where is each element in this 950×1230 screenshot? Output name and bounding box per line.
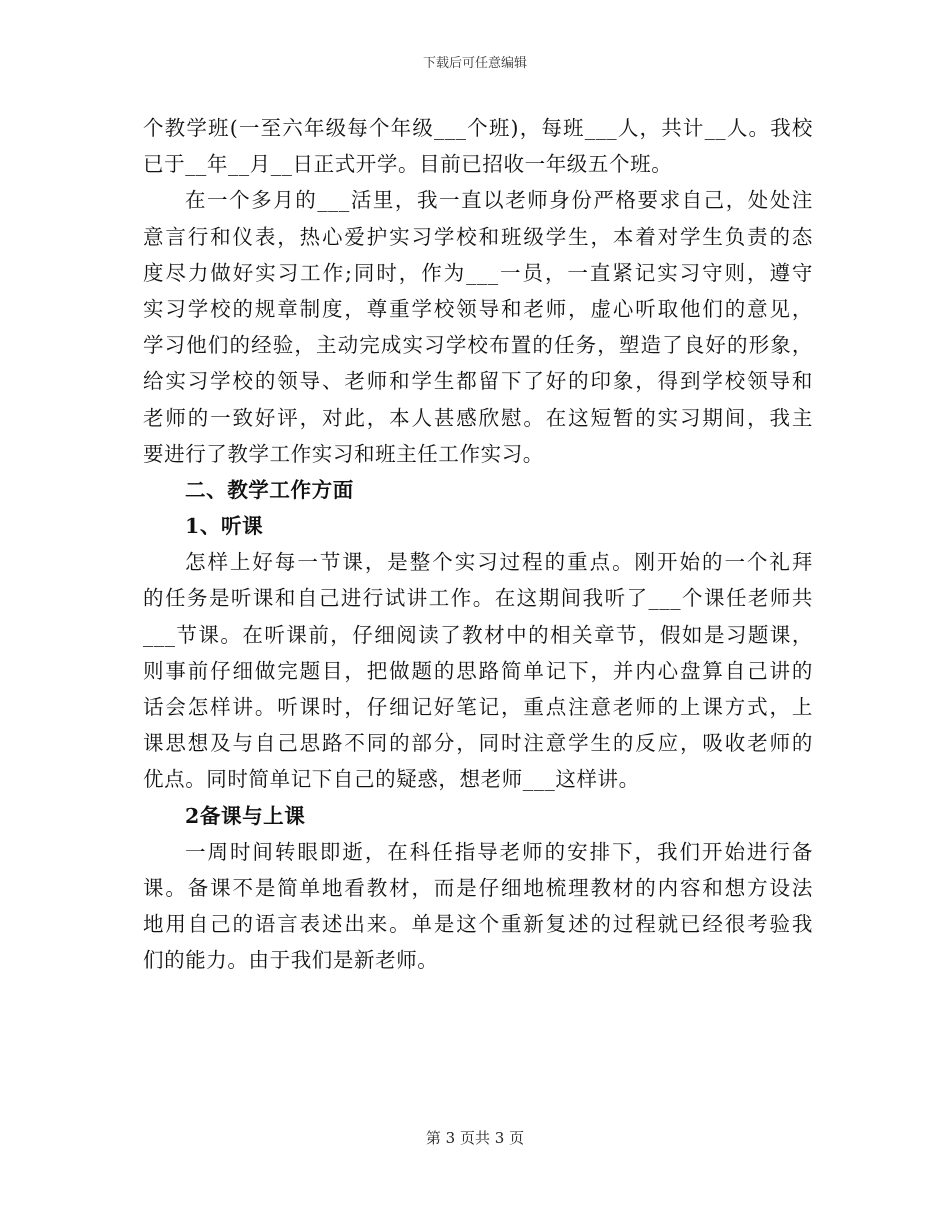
paragraph-line: 实习学校的规章制度，尊重学校领导和老师，虚心听取他们的意见， (143, 296, 813, 321)
paragraph-line: 地用自己的语言表述出来。单是这个重新复述的过程就已经很考验我 (143, 912, 813, 937)
paragraph-line: 则事前仔细做完题目，把做题的思路简单记下，并内心盘算自己讲的 (143, 658, 813, 683)
section-heading: 二、教学工作方面 (185, 477, 354, 502)
paragraph-line: 在一个多月的___活里，我一直以老师身份严格要求自己，处处注 (185, 188, 813, 213)
paragraph-line: 们的能力。由于我们是新老师。 (143, 948, 439, 973)
paragraph-line: 课思想及与自己思路不同的部分，同时注意学生的反应，吸收老师的 (143, 731, 813, 756)
paragraph-line: 优点。同时简单记下自己的疑惑，想老师___这样讲。 (143, 767, 640, 792)
paragraph-line: 一周时间转眼即逝，在科任指导老师的安排下，我们开始进行备 (185, 839, 813, 864)
paragraph-line: 要进行了教学工作实习和班主任工作实习。 (143, 441, 544, 466)
paragraph-line: 的任务是听课和自己进行试讲工作。在这期间我听了___个课任老师共 (143, 586, 813, 611)
paragraph-line: 话会怎样讲。听课时，仔细记好笔记，重点注意老师的上课方式，上 (143, 695, 813, 719)
paragraph-line: ___节课。在听课前，仔细阅读了教材中的相关章节，假如是习题课， (143, 622, 813, 647)
paragraph-line: 课。备课不是简单地看教材，而是仔细地梳理教材的内容和想方设法 (143, 875, 813, 900)
paragraph-line: 意言行和仪表，热心爱护实习学校和班级学生，本着对学生负责的态 (143, 224, 813, 249)
section-heading: 2备课与上课 (185, 803, 306, 828)
page-header: 下载后可任意编辑 (422, 56, 527, 71)
paragraph-line: 老师的一致好评，对此，本人甚感欣慰。在这短暂的实习期间，我主 (143, 405, 813, 430)
paragraph-line: 学习他们的经验，主动完成实习学校布置的任务，塑造了良好的形象， (143, 333, 813, 358)
page-footer: 第 3 页共 3 页 (425, 1129, 525, 1147)
paragraph-line: 度尽力做好实习工作;同时，作为___一员，一直紧记实习守则，遵守 (143, 260, 813, 285)
section-heading: 1、听课 (185, 514, 264, 539)
paragraph-line: 个教学班(一至六年级每个年级___个班)，每班___人，共计__人。我校 (143, 116, 813, 140)
document-body (143, 110, 813, 979)
paragraph-line: 已于__年__月__日正式开学。目前已招收一年级五个班。 (143, 152, 673, 177)
paragraph-line: 怎样上好每一节课，是整个实习过程的重点。刚开始的一个礼拜 (185, 550, 813, 575)
paragraph-line: 给实习学校的领导、老师和学生都留下了好的印象，得到学校领导和 (143, 369, 813, 394)
